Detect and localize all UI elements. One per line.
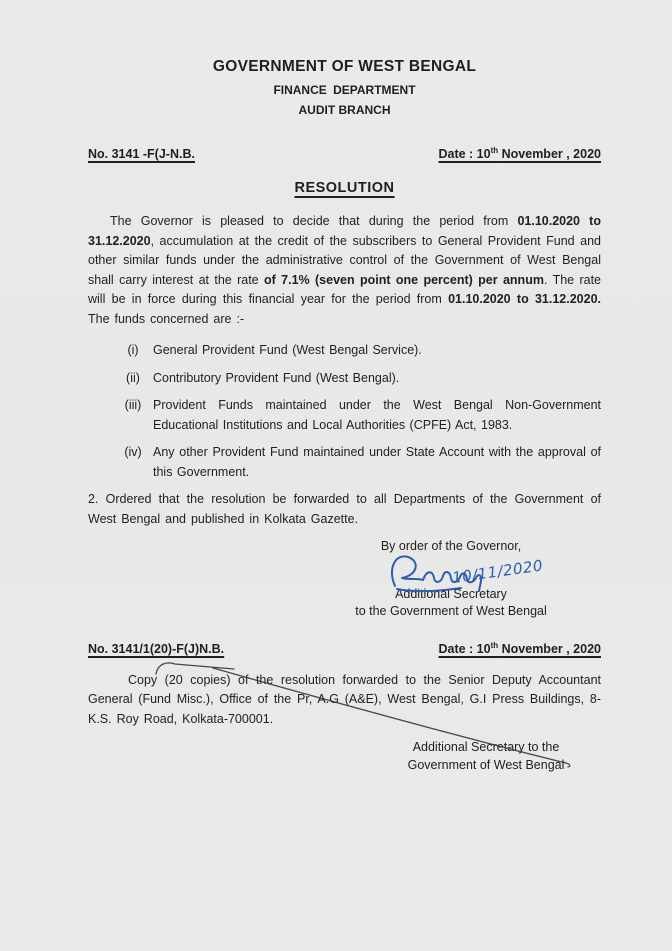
resolution-heading: RESOLUTION bbox=[294, 180, 395, 197]
signature-area bbox=[321, 557, 581, 589]
memo-date-2 bbox=[438, 637, 601, 658]
bottom-signatory-block bbox=[381, 739, 591, 774]
date-text: Date : 10 bbox=[438, 147, 491, 162]
para1-segment: , accumulation at the credit of the subscribers to General Provident Fund and other similar funds under the administrative control of the Government of West Bengal shall carry interest at the rate bbox=[88, 233, 601, 287]
signatory-title-line1: Additional Secretary bbox=[395, 586, 507, 601]
memo-date-1 bbox=[438, 142, 601, 163]
date-text: Date : 10 bbox=[438, 641, 491, 656]
date-superscript: th bbox=[490, 146, 499, 155]
signature-date-handwritten: 10/11/2020 bbox=[451, 556, 545, 587]
signoff-block bbox=[321, 537, 581, 619]
list-item-marker: (i) bbox=[127, 343, 139, 358]
para1-segment-bold: 01.10.2020 to 31.12.2020 bbox=[88, 214, 601, 248]
resolution-paragraph bbox=[88, 212, 601, 329]
para1-segment: . The rate will be in force during this financial year for the period from bbox=[88, 272, 602, 307]
date-superscript: th bbox=[490, 640, 499, 650]
date-text: November , 2020 bbox=[498, 147, 601, 162]
order-paragraph: 2. Ordered that the resolution be forwarded to all Departments of the Government of West Bengal and published in Kolkata Gazette. bbox=[88, 492, 601, 526]
memo-number-2: No. 3141/1(20)-F(J)N.B. bbox=[88, 641, 225, 656]
list-item-marker: (iii) bbox=[124, 398, 142, 413]
fund-list bbox=[88, 341, 601, 482]
para1-segment: The funds concerned are :- bbox=[88, 311, 245, 326]
para1-segment-bold: 01.10.2020 to 31.12.2020. bbox=[448, 292, 602, 307]
bottom-signatory-line1: Additional Secretary to the bbox=[412, 740, 560, 755]
copy-paragraph: Copy (20 copies) of the resolution forwarded to the Senior Deputy Accountant General (Fund Misc.), Office of the Pr, A.G (A&E), West Bengal, G.I Press Buildings, 8- K.S. Roy Road, Kolkata-700001. bbox=[88, 672, 601, 726]
para1-segment: The Governor is pleased to decide that during the period from bbox=[110, 214, 518, 229]
reference-row-2 bbox=[88, 637, 601, 658]
reference-row-1 bbox=[88, 142, 601, 163]
list-item-marker: (ii) bbox=[126, 370, 140, 385]
list-item bbox=[88, 396, 601, 435]
list-item-text: Provident Funds maintained under the West Bengal Non-Government Educational Institutions and Local Authorities (CPFE) Act, 1983. bbox=[153, 398, 601, 432]
department-line: FINANCE DEPARTMENT bbox=[273, 83, 416, 97]
bottom-signatory-line2: Government of West Bengal bbox=[407, 757, 565, 772]
list-item bbox=[88, 443, 601, 482]
list-item-text: Contributory Provident Fund (West Bengal). bbox=[153, 370, 400, 385]
list-item-text: Any other Provident Fund maintained under State Account with the approval of this Government. bbox=[153, 445, 601, 479]
list-item bbox=[88, 341, 601, 361]
signatory-title-line2: to the Government of West Bengal bbox=[355, 603, 547, 618]
branch-line: AUDIT BRANCH bbox=[298, 103, 391, 117]
list-item bbox=[88, 369, 601, 389]
by-order-line: By order of the Governor, bbox=[380, 539, 522, 554]
list-item-marker: (iv) bbox=[124, 445, 142, 460]
para1-segment-bold: of 7.1% (seven point one percent) per annum bbox=[264, 272, 544, 287]
memo-number-1: No. 3141 -F(J-N.B. bbox=[88, 147, 195, 162]
date-text: November , 2020 bbox=[498, 641, 601, 656]
page-title: GOVERNMENT OF WEST BENGAL bbox=[212, 58, 477, 75]
list-item-text: General Provident Fund (West Bengal Service). bbox=[153, 343, 422, 358]
